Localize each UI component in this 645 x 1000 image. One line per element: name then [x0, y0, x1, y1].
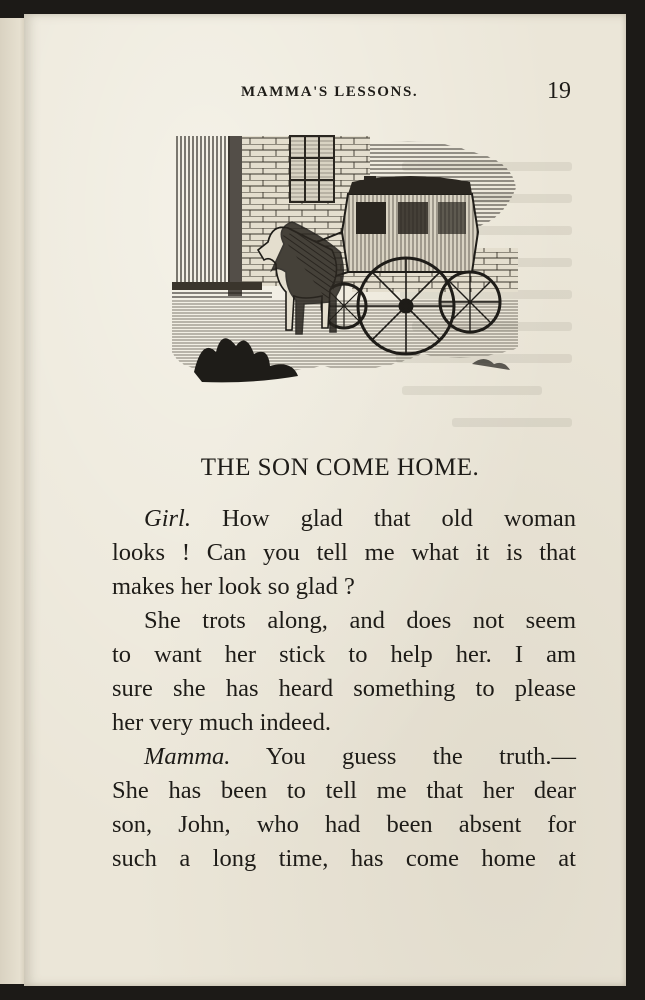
text-line: looks ! Can you tell me what it is that	[112, 539, 576, 566]
chapter-title: THE SON COME HOME.	[200, 454, 480, 481]
text-line: sure she has heard something to please	[112, 675, 576, 702]
doorway	[174, 136, 230, 286]
speaker-label: Girl.	[144, 505, 191, 532]
text-line: makes her look so glad ?	[112, 573, 355, 600]
text-line	[112, 740, 576, 774]
stagecoach-engraving	[172, 132, 520, 390]
text-line: her very much indeed.	[112, 709, 332, 736]
speaker-label: Mamma.	[144, 743, 231, 770]
running-head: MAMMA'S LESSONS.	[241, 84, 419, 100]
text-line: such a long time, has come home at	[112, 845, 576, 872]
line-text: How glad that old woman	[221, 505, 576, 532]
text-line: She trots along, and does not seem	[144, 607, 576, 634]
text-line	[112, 502, 576, 536]
text-line: son, John, who had been absent for	[112, 811, 576, 838]
text-line: to want her stick to help her. I am	[112, 641, 576, 668]
page-number: 19	[547, 78, 571, 104]
body-text	[112, 502, 576, 876]
line-text: You guess the truth.—	[265, 743, 577, 770]
text-line: She has been to tell me that her dear	[112, 777, 576, 804]
